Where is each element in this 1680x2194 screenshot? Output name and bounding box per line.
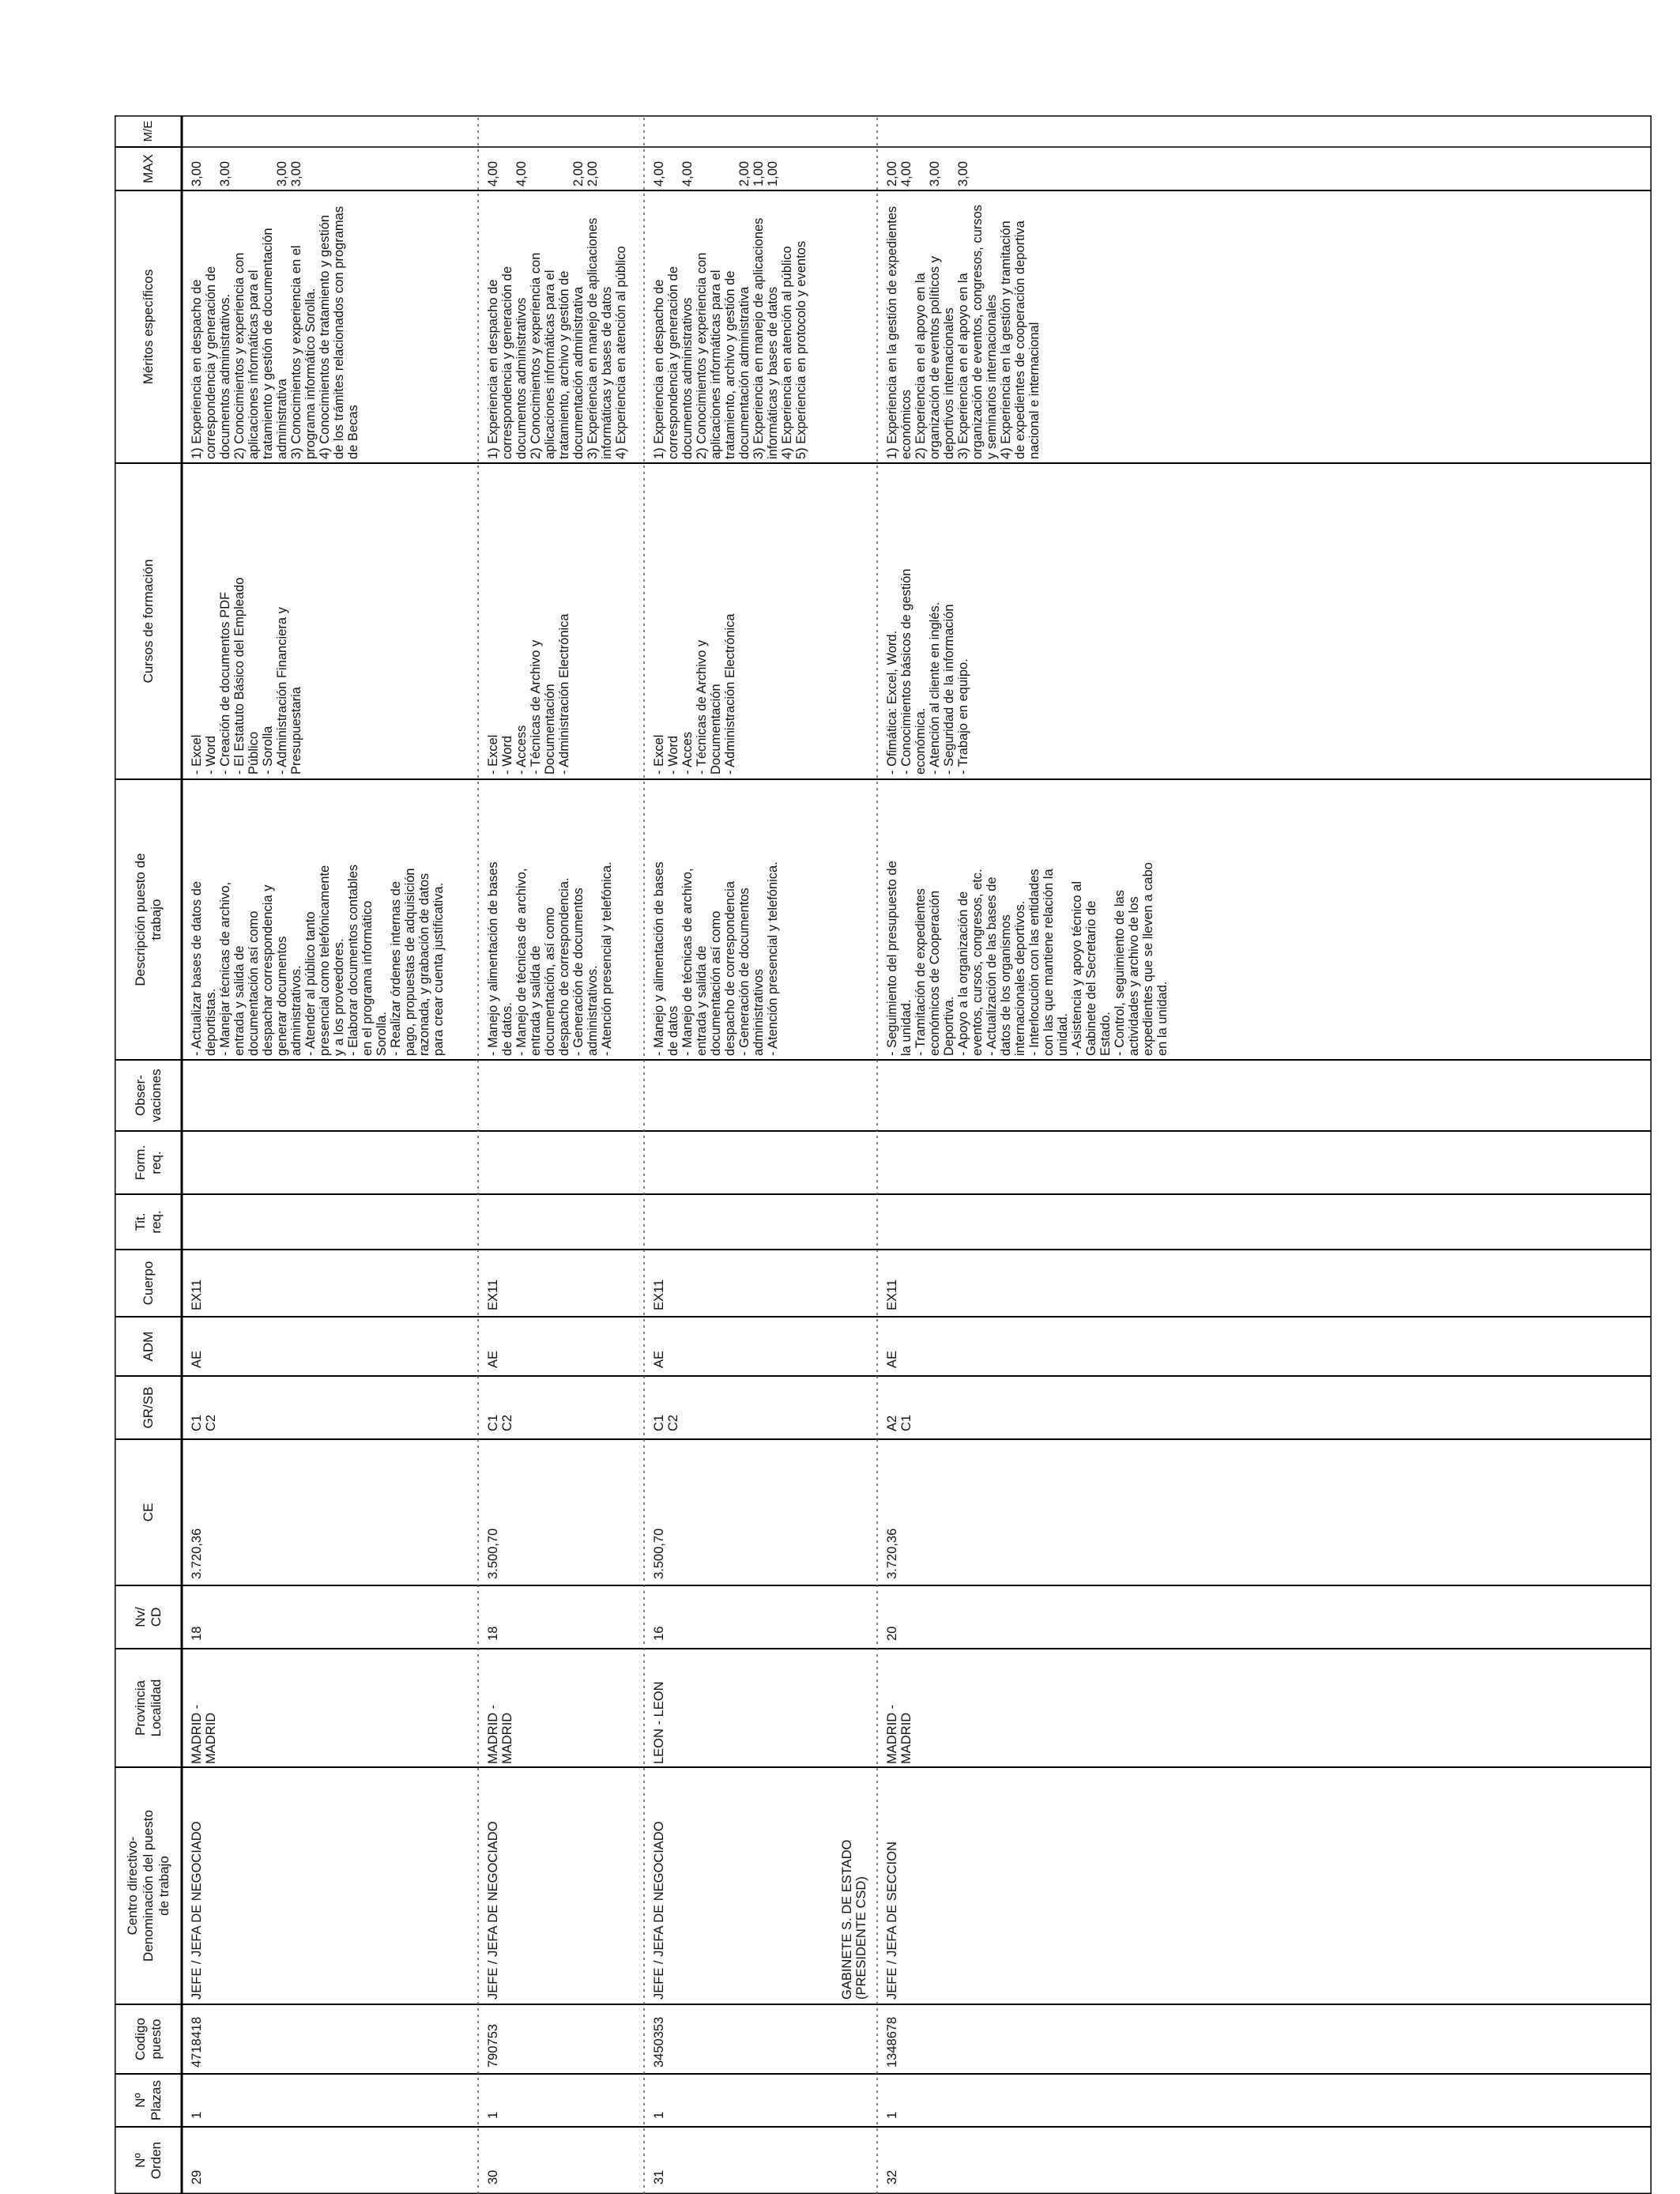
cell-centro: JEFE / JEFA DE NEGOCIADO bbox=[652, 1821, 666, 2000]
cell-plazas: 1 bbox=[486, 2111, 500, 2119]
cell-adm: AE bbox=[652, 1350, 666, 1368]
cell-ce: 3.500,70 bbox=[486, 1528, 500, 1579]
header-tit: Tit. req. bbox=[132, 1210, 164, 1234]
cell-descripcion: - Manejo y alimentación de bases de datos - Manejo de técnicas de archivo, entrada y salida de documentación así como despacho de correspondencia - Generación de documentos administrativos - Atención presencial y telefónica. bbox=[652, 861, 780, 1056]
cell-descripcion: - Seguimiento del presupuesto de la unidad. - Tramitación de expedientes económicos de Cooperación Deportiva. - Apoyo a la organización de eventos, cursos, congresos, etc. - Actualización de las bases de datos de los organismos internacionales deportivos. - Interlocución con las entidades con las que mantiene relación la unidad. - Asistencia y apoyo técnico al Gabinete del Secretario de Estado. - Control, seguimiento de las actividades y archivo de los expedientes que se lleven a cabo en la unidad. bbox=[885, 861, 1170, 1056]
cell-descripcion: - Manejo y alimentación de bases de datos. - Manejo de técnicas de archivo, entrada y salida de documentación, así como despacho de correspondencia. - Generación de documentos administrativos. - Atención presencial y telefónica. bbox=[486, 861, 614, 1056]
cell-cursos: - Excel - Word - Creación de documentos PDF - El Estatuto Básico del Empleado Público - Sorolla - Administración Financiera y Presupuestaria bbox=[190, 577, 303, 775]
header-obs: Obser- vaciones bbox=[132, 1069, 164, 1122]
cell-cuerpo: EX11 bbox=[652, 1279, 666, 1310]
header-centro: Centro directivo- Denominación del puesto de trabajo bbox=[124, 1810, 171, 1962]
header-cuerpo: Cuerpo bbox=[140, 1261, 156, 1306]
header-meritos: Méritos específicos bbox=[140, 269, 156, 385]
cell-adm: AE bbox=[190, 1350, 204, 1368]
header-plazas: Nº Plazas bbox=[132, 2079, 164, 2121]
cell-ce: 3.720,36 bbox=[885, 1528, 899, 1579]
cell-adm: AE bbox=[486, 1350, 500, 1368]
cell-meritos: 1) Experiencia en despacho de correspondencia y generación de documentos administrativos. 2) Conocimientos y experiencia con aplicaciones informáticas para el tratamiento y gestión de documentación administrativa 3) Conocimientos y experiencia en el programa informático Sorolla. 4) Conocimientos de tratamiento y gestión de los trámites relacionados con programas de Becas bbox=[190, 205, 360, 459]
cell-cuerpo: EX11 bbox=[190, 1279, 204, 1310]
cell-orden: 30 bbox=[486, 2169, 500, 2185]
cell-descripcion: - Actualizar bases de datos de deportistas. - Manejar técnicas de archivo, entrada y salida de documentación así como despachar correspondencia y generar documentos administrativos. - Atender al público tanto presencial como telefónicamente y a los proveedores. - Elaborar documentos contables en el programa informático Sorolla. - Realizar órdenes internas de pago, propuestas de adquisición razonada, y grabación de datos para crear cuenta justificativa. bbox=[190, 864, 446, 1056]
cell-grsb: C1 C2 bbox=[190, 1414, 218, 1431]
header-me: M/E bbox=[141, 120, 155, 142]
cell-orden: 31 bbox=[652, 2169, 666, 2185]
cell-max: 3,00 3,00 3,00 3,00 bbox=[190, 160, 303, 187]
cell-provincia: LEON - LEON bbox=[652, 1681, 666, 1764]
cell-centro: JEFE / JEFA DE NEGOCIADO bbox=[190, 1821, 204, 2000]
cell-nivel: 18 bbox=[486, 1626, 500, 1641]
cell-cursos: - Excel - Word - Access - Técnicas de Archivo y Documentación - Administración Electrónica bbox=[486, 613, 571, 775]
header-nivel: Nv/ CD bbox=[132, 1607, 164, 1627]
header-codigo: Codigo puesto bbox=[132, 2018, 164, 2060]
header-provincia: Provincia Localidad bbox=[132, 1679, 164, 1737]
header-cursos: Cursos de formación bbox=[140, 559, 156, 684]
cell-codigo: 4718418 bbox=[190, 2016, 204, 2068]
header-grsb: GR/SB bbox=[140, 1386, 156, 1429]
cell-codigo: 3450353 bbox=[652, 2016, 666, 2068]
cell-centro-group: GABINETE S. DE ESTADO (PRESIDENTE CSD) bbox=[840, 1839, 868, 2000]
cell-max: 2,00 4,00 3,00 3,00 bbox=[885, 160, 970, 187]
cell-adm: AE bbox=[885, 1350, 899, 1368]
cell-centro: JEFE / JEFA DE SECCION bbox=[885, 1842, 899, 2000]
header-form: Form. req. bbox=[132, 1144, 164, 1181]
cell-nivel: 16 bbox=[652, 1626, 666, 1641]
cell-ce: 3.720,36 bbox=[190, 1528, 204, 1579]
cell-nivel: 18 bbox=[190, 1626, 204, 1641]
cell-ce: 3.500,70 bbox=[652, 1528, 666, 1579]
cell-plazas: 1 bbox=[190, 2111, 204, 2119]
cell-meritos: 1) Experiencia en despacho de correspondencia y generación de documentos administrativos 2) Conocimientos y experiencia con aplicaciones informáticas para el tratamiento, archivo y gestión de documentación administrativa 3) Experiencia en manejo de aplicaciones informáticas y bases de datos 4) Experiencia en atención al público 5) Experiencia en protocolo y eventos bbox=[652, 217, 808, 459]
cell-cursos: - Excel - Word - Acces - Técnicas de Archivo y Documentación - Administración Electrónica bbox=[652, 613, 737, 775]
cell-cursos: - Ofimática: Excel, Word. - Conocimientos básicos de gestión económica. - Atención al cliente en inglés. - Seguridad de la información - Trabajo en equipo. bbox=[885, 568, 970, 775]
cell-orden: 29 bbox=[190, 2169, 204, 2185]
cell-cuerpo: EX11 bbox=[486, 1279, 500, 1310]
header-ce: CE bbox=[140, 1502, 156, 1522]
cell-max: 4,00 4,00 2,00 1,00 1,00 bbox=[652, 160, 780, 187]
cell-cuerpo: EX11 bbox=[885, 1279, 899, 1310]
cell-grsb: C1 C2 bbox=[486, 1414, 514, 1431]
cell-codigo: 790753 bbox=[486, 2023, 500, 2068]
cell-plazas: 1 bbox=[652, 2111, 666, 2119]
cell-grsb: C1 C2 bbox=[652, 1414, 680, 1431]
cell-meritos: 1) Experiencia en la gestión de expedientes económicos 2) Experiencia en el apoyo en la organización de eventos políticos y deportivos internacionales 3) Experiencia en el apoyo en la organización de eventos, congresos, cursos y seminarios internacionales 4) Experiencia en la gestión y tramitación de expedientes de cooperación deportiva nacional e internacional bbox=[885, 205, 1042, 459]
header-orden: Nº Orden bbox=[132, 2141, 164, 2180]
cell-centro: JEFE / JEFA DE NEGOCIADO bbox=[486, 1821, 500, 2000]
cell-max: 4,00 4,00 2,00 2,00 bbox=[486, 160, 600, 187]
rotated-table bbox=[115, 115, 1652, 2194]
cell-provincia: MADRID - MADRID bbox=[486, 1704, 514, 1764]
cell-meritos: 1) Experiencia en despacho de correspondencia y generación de documentos administrativos 2) Conocimientos y experiencia con aplicaciones informáticas para el tratamiento, archivo y gestión de documentación administrativa 3) Experiencia en manejo de aplicaciones informáticas y bases de datos 4) Experiencia en atención al público bbox=[486, 217, 628, 459]
cell-codigo: 1348678 bbox=[885, 2016, 899, 2068]
cell-nivel: 20 bbox=[885, 1626, 899, 1641]
cell-plazas: 1 bbox=[885, 2111, 899, 2119]
header-adm: ADM bbox=[140, 1331, 156, 1362]
header-descripcion: Descripción puesto de trabajo bbox=[132, 853, 164, 986]
cell-provincia: MADRID - MADRID bbox=[190, 1704, 218, 1764]
cell-orden: 32 bbox=[885, 2169, 899, 2185]
cell-grsb: A2 C1 bbox=[885, 1414, 913, 1431]
header-max: MAX bbox=[140, 154, 156, 183]
cell-provincia: MADRID - MADRID bbox=[885, 1704, 913, 1764]
